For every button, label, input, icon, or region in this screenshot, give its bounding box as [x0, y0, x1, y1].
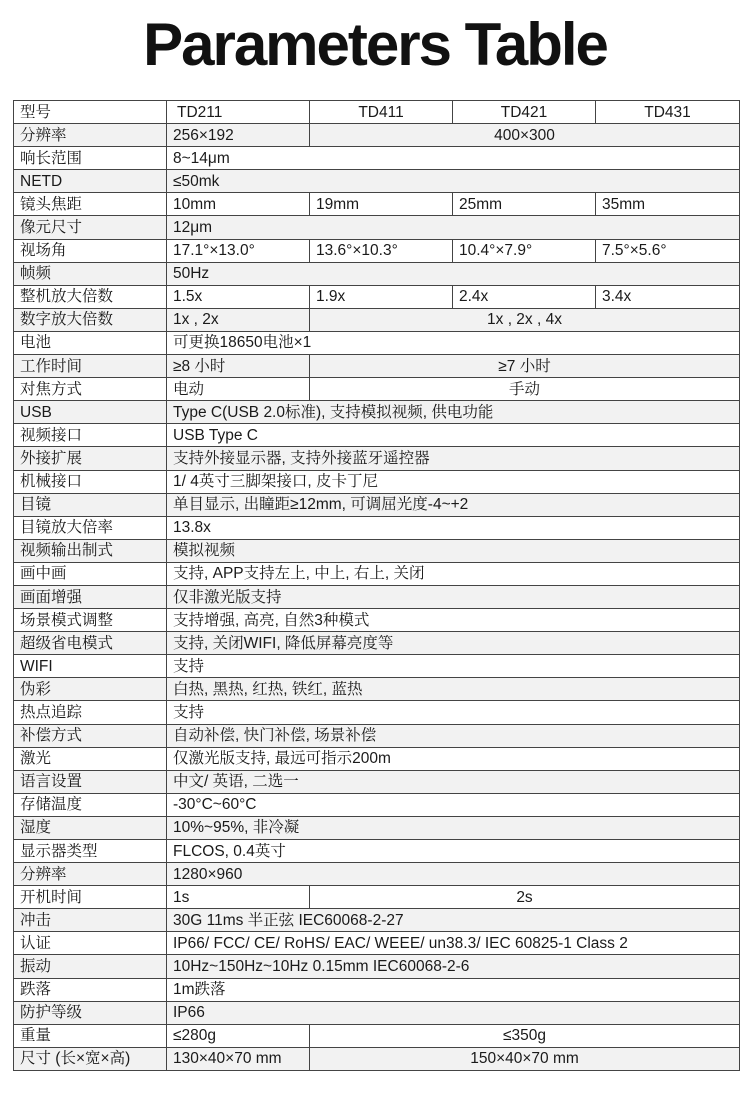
header-model-td211: TD211: [167, 101, 310, 124]
row-label: 画中画: [14, 562, 167, 585]
row-label: 工作时间: [14, 355, 167, 378]
row-value: 2.4x: [453, 285, 596, 308]
row-value: 1.9x: [310, 285, 453, 308]
table-row: [14, 355, 740, 378]
table-row: [14, 955, 740, 978]
table-row: [14, 147, 740, 170]
row-value: 13.6°×10.3°: [310, 239, 453, 262]
row-label: 目镜放大倍率: [14, 516, 167, 539]
row-value: 1x , 2x: [167, 308, 310, 331]
row-value: 8~14μm: [167, 147, 740, 170]
row-value: 50Hz: [167, 262, 740, 285]
row-value: 1.5x: [167, 285, 310, 308]
table-row: [14, 609, 740, 632]
row-label: 湿度: [14, 816, 167, 839]
row-value: 支持外接显示器, 支持外接蓝牙遥控器: [167, 447, 740, 470]
row-label: 电池: [14, 331, 167, 354]
row-label: 响长范围: [14, 147, 167, 170]
row-value: 10.4°×7.9°: [453, 239, 596, 262]
header-model-label: 型号: [14, 101, 167, 124]
row-label: USB: [14, 401, 167, 424]
row-label: 目镜: [14, 493, 167, 516]
row-value: 支持增强, 高亮, 自然3种模式: [167, 609, 740, 632]
row-label: 超级省电模式: [14, 632, 167, 655]
table-row: [14, 770, 740, 793]
row-value: Type C(USB 2.0标准), 支持模拟视频, 供电功能: [167, 401, 740, 424]
row-value: 自动补偿, 快门补偿, 场景补偿: [167, 724, 740, 747]
table-row: [14, 701, 740, 724]
header-model-td431: TD431: [596, 101, 740, 124]
table-row: [14, 932, 740, 955]
row-value: 30G 11ms 半正弦 IEC60068-2-27: [167, 909, 740, 932]
row-value: 白热, 黑热, 红热, 铁红, 蓝热: [167, 678, 740, 701]
row-label: 热点追踪: [14, 701, 167, 724]
row-label: 伪彩: [14, 678, 167, 701]
table-row: [14, 655, 740, 678]
row-label: 开机时间: [14, 886, 167, 909]
row-value: 模拟视频: [167, 539, 740, 562]
row-label: 防护等级: [14, 1001, 167, 1024]
table-row: [14, 632, 740, 655]
table-row: [14, 1047, 740, 1070]
row-label: 激光: [14, 747, 167, 770]
row-value: 1280×960: [167, 863, 740, 886]
row-value: 10%~95%, 非冷凝: [167, 816, 740, 839]
row-value: 3.4x: [596, 285, 740, 308]
row-value: ≥7 小时: [310, 355, 740, 378]
row-value: 400×300: [310, 124, 740, 147]
row-label: 认证: [14, 932, 167, 955]
table-row: [14, 539, 740, 562]
row-label: 外接扩展: [14, 447, 167, 470]
table-row: [14, 747, 740, 770]
row-value: USB Type C: [167, 424, 740, 447]
row-value: ≤350g: [310, 1024, 740, 1047]
table-row: [14, 470, 740, 493]
row-label: 重量: [14, 1024, 167, 1047]
row-label: 分辨率: [14, 863, 167, 886]
table-row: [14, 193, 740, 216]
row-value: 25mm: [453, 193, 596, 216]
row-label: 视频接口: [14, 424, 167, 447]
row-value: FLCOS, 0.4英寸: [167, 840, 740, 863]
row-label: WIFI: [14, 655, 167, 678]
table-row: [14, 262, 740, 285]
table-row: [14, 863, 740, 886]
row-label: 像元尺寸: [14, 216, 167, 239]
row-value: 支持: [167, 701, 740, 724]
row-label: 跌落: [14, 978, 167, 1001]
row-value: 可更换18650电池×1: [167, 331, 740, 354]
page-title: Parameters Table: [143, 11, 607, 78]
row-value: IP66/ FCC/ CE/ RoHS/ EAC/ WEEE/ un38.3/ IEC 60825-1 Class 2: [167, 932, 740, 955]
table-row: [14, 886, 740, 909]
table-row: [14, 724, 740, 747]
row-value: 7.5°×5.6°: [596, 239, 740, 262]
table-row: [14, 909, 740, 932]
row-label: 机械接口: [14, 470, 167, 493]
table-row: [14, 239, 740, 262]
row-value: 电动: [167, 378, 310, 401]
table-row: [14, 585, 740, 608]
row-label: 补偿方式: [14, 724, 167, 747]
row-label: 存储温度: [14, 793, 167, 816]
row-value: 仅激光版支持, 最远可指示200m: [167, 747, 740, 770]
row-value: 2s: [310, 886, 740, 909]
row-value: 1/ 4英寸三脚架接口, 皮卡丁尼: [167, 470, 740, 493]
row-value: ≥8 小时: [167, 355, 310, 378]
table-row: [14, 378, 740, 401]
table-row: [14, 285, 740, 308]
row-value: 150×40×70 mm: [310, 1047, 740, 1070]
row-value: 手动: [310, 378, 740, 401]
row-label: 场景模式调整: [14, 609, 167, 632]
row-label: 分辨率: [14, 124, 167, 147]
row-label: 冲击: [14, 909, 167, 932]
row-label: 视频输出制式: [14, 539, 167, 562]
row-value: -30°C~60°C: [167, 793, 740, 816]
row-value: 12μm: [167, 216, 740, 239]
row-value: 支持: [167, 655, 740, 678]
row-value: 1m跌落: [167, 978, 740, 1001]
table-row: [14, 401, 740, 424]
table-row: [14, 678, 740, 701]
table-row: [14, 424, 740, 447]
header-model-td411: TD411: [310, 101, 453, 124]
row-value: IP66: [167, 1001, 740, 1024]
table-row: [14, 978, 740, 1001]
table-row: [14, 216, 740, 239]
row-value: 256×192: [167, 124, 310, 147]
table-row: [14, 1024, 740, 1047]
table-row: [14, 793, 740, 816]
table-row: [14, 170, 740, 193]
row-label: 视场角: [14, 239, 167, 262]
row-value: 1s: [167, 886, 310, 909]
row-value: 10Hz~150Hz~10Hz 0.15mm IEC60068-2-6: [167, 955, 740, 978]
row-label: 整机放大倍数: [14, 285, 167, 308]
row-value: 13.8x: [167, 516, 740, 539]
row-label: 镜头焦距: [14, 193, 167, 216]
table-row: [14, 447, 740, 470]
row-value: ≤50mk: [167, 170, 740, 193]
row-label: 数字放大倍数: [14, 308, 167, 331]
row-label: NETD: [14, 170, 167, 193]
table-header-row: [14, 101, 740, 124]
table-row: [14, 562, 740, 585]
row-label: 对焦方式: [14, 378, 167, 401]
row-value: 19mm: [310, 193, 453, 216]
table-row: [14, 493, 740, 516]
row-label: 画面增强: [14, 585, 167, 608]
table-row: [14, 1001, 740, 1024]
row-value: ≤280g: [167, 1024, 310, 1047]
table-row: [14, 331, 740, 354]
row-value: 130×40×70 mm: [167, 1047, 310, 1070]
row-value: 支持, APP支持左上, 中上, 右上, 关闭: [167, 562, 740, 585]
row-value: 支持, 关闭WIFI, 降低屏幕亮度等: [167, 632, 740, 655]
parameters-table: [13, 100, 740, 1071]
row-value: 1x , 2x , 4x: [310, 308, 740, 331]
table-row: [14, 816, 740, 839]
table-row: [14, 124, 740, 147]
table-row: [14, 516, 740, 539]
row-label: 尺寸 (长×宽×高): [14, 1047, 167, 1070]
row-value: 单目显示, 出瞳距≥12mm, 可调屈光度-4~+2: [167, 493, 740, 516]
row-label: 语言设置: [14, 770, 167, 793]
row-value: 10mm: [167, 193, 310, 216]
row-label: 振动: [14, 955, 167, 978]
row-label: 帧频: [14, 262, 167, 285]
row-value: 仅非激光版支持: [167, 585, 740, 608]
table-row: [14, 840, 740, 863]
table-row: [14, 308, 740, 331]
row-value: 中文/ 英语, 二选一: [167, 770, 740, 793]
header-model-td421: TD421: [453, 101, 596, 124]
row-value: 35mm: [596, 193, 740, 216]
row-label: 显示器类型: [14, 840, 167, 863]
row-value: 17.1°×13.0°: [167, 239, 310, 262]
